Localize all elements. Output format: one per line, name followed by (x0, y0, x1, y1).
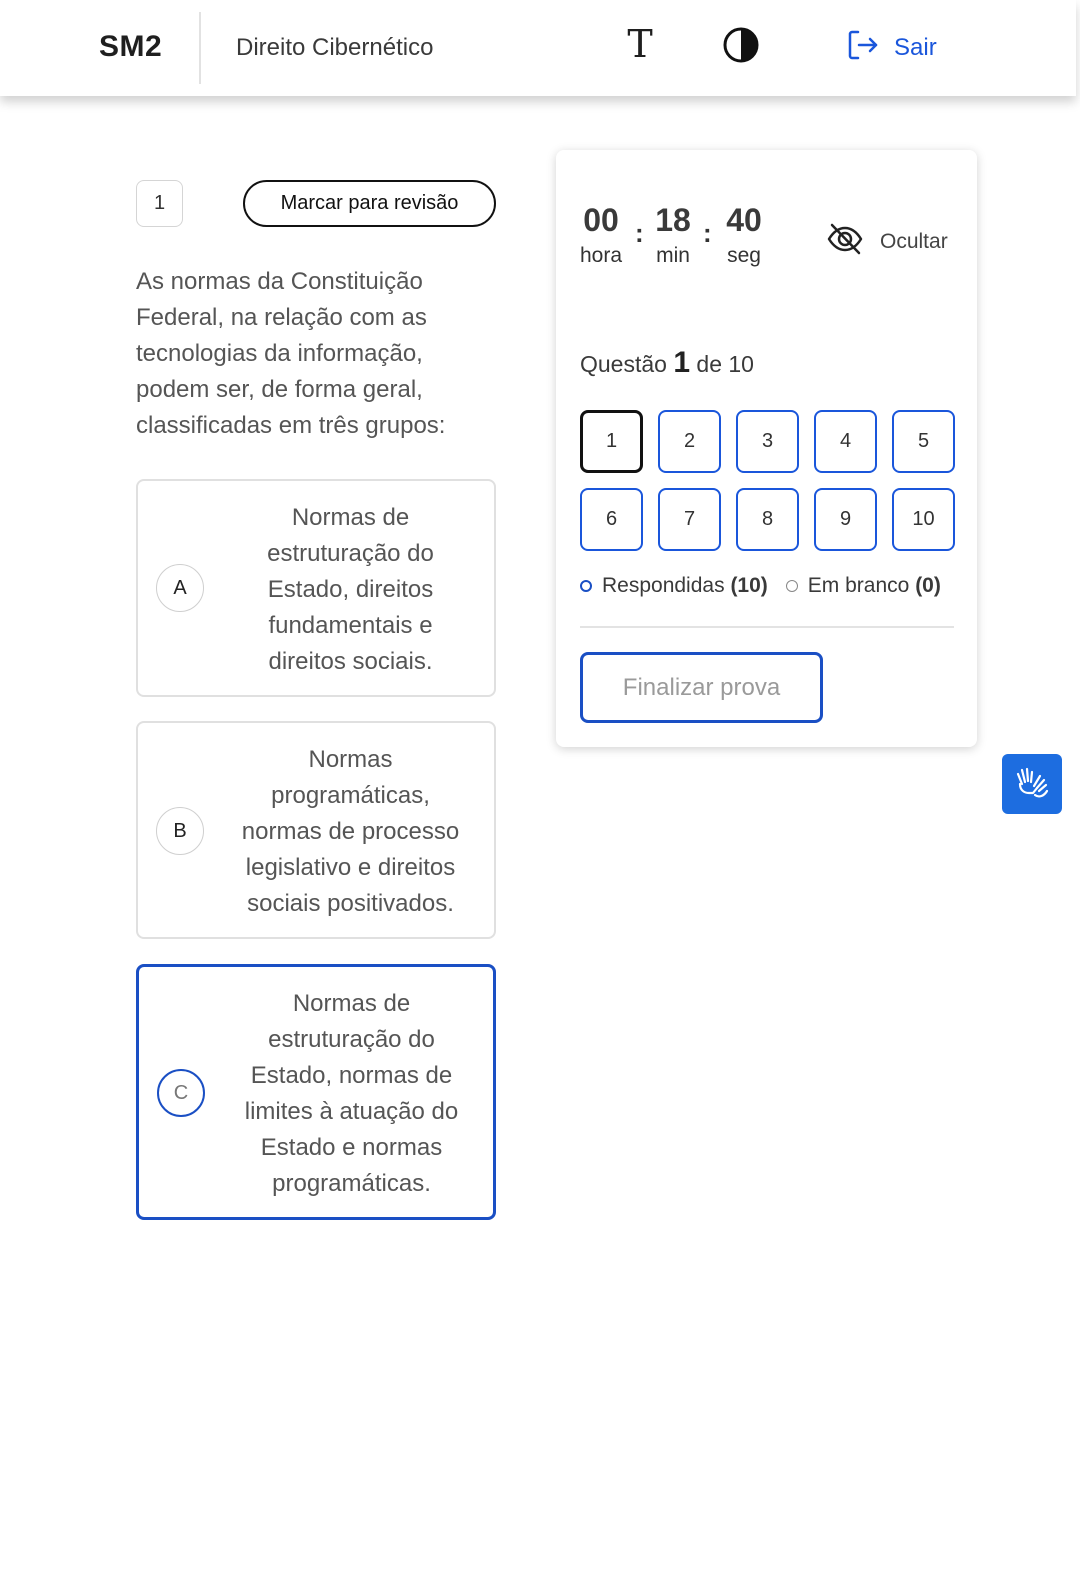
course-title: Direito Cibernético (236, 34, 434, 61)
timer-seconds: 40 (726, 202, 762, 238)
finish-exam-button[interactable]: Finalizar prova (580, 652, 823, 723)
question-nav-button[interactable]: 1 (580, 410, 643, 473)
question-nav-button[interactable]: 3 (736, 410, 799, 473)
top-header (0, 0, 1076, 96)
question-nav-button[interactable]: 7 (658, 488, 721, 551)
question-nav-button[interactable]: 6 (580, 488, 643, 551)
timer-separator: : (703, 218, 712, 248)
option-letter: B (156, 807, 204, 855)
answered-count: (10) (730, 574, 768, 597)
option-text: Normas de estruturação do Estado, normas de limites à atuação do Estado e normas programáticas. (244, 990, 459, 1197)
mark-for-review-button[interactable]: Marcar para revisão (243, 180, 496, 227)
hide-label: Ocultar (880, 230, 948, 253)
text-size-icon[interactable]: T (627, 22, 653, 66)
option-text: Normas programáticas, normas de processo legislativo e direitos sociais positivados. (241, 746, 460, 917)
eye-off-icon (826, 220, 864, 264)
sign-language-hands-icon (1012, 762, 1052, 807)
sign-language-button[interactable] (1002, 754, 1062, 814)
question-navigator (580, 410, 955, 551)
question-nav-button[interactable]: 9 (814, 488, 877, 551)
blank-label: Em branco (807, 574, 910, 597)
logout-label: Sair (894, 34, 937, 61)
option-b[interactable] (136, 721, 496, 939)
timer-hours-label: hora (579, 244, 623, 267)
panel-divider (580, 626, 954, 628)
contrast-icon[interactable] (722, 26, 760, 64)
timer-seconds-label: seg (727, 244, 761, 267)
blank-count: (0) (915, 574, 941, 597)
option-letter: A (156, 564, 204, 612)
logout-button[interactable] (846, 28, 937, 68)
question-nav-button[interactable]: 2 (658, 410, 721, 473)
question-nav-button[interactable]: 4 (814, 410, 877, 473)
logout-icon (846, 28, 880, 69)
app-logo: SM2 (99, 30, 163, 63)
question-number: 1 (136, 180, 183, 227)
question-counter: Questão 1 de 10 (580, 346, 754, 379)
question-statement: As normas da Constituição Federal, na relação com as tecnologias da informação, podem ser, de forma geral, classificadas em três grupos: (136, 268, 446, 439)
option-a[interactable] (136, 479, 496, 697)
question-nav-button[interactable]: 10 (892, 488, 955, 551)
option-c[interactable] (136, 964, 496, 1220)
blank-dot-icon (786, 580, 798, 592)
timer-hours: 00 (583, 202, 619, 238)
question-nav-button[interactable]: 8 (736, 488, 799, 551)
exam-panel (556, 150, 977, 747)
answered-label: Respondidas (602, 574, 725, 597)
option-text: Normas de estruturação do Estado, direitos fundamentais e direitos sociais. (267, 504, 434, 675)
hide-timer-button[interactable] (826, 220, 948, 264)
timer-separator: : (635, 218, 644, 248)
option-letter: C (157, 1069, 205, 1117)
header-divider (199, 12, 201, 84)
question-nav-button[interactable]: 5 (892, 410, 955, 473)
status-legend (580, 574, 941, 598)
answered-dot-icon (580, 580, 592, 592)
timer-minutes-label: min (656, 244, 690, 267)
timer-minutes: 18 (655, 202, 691, 238)
